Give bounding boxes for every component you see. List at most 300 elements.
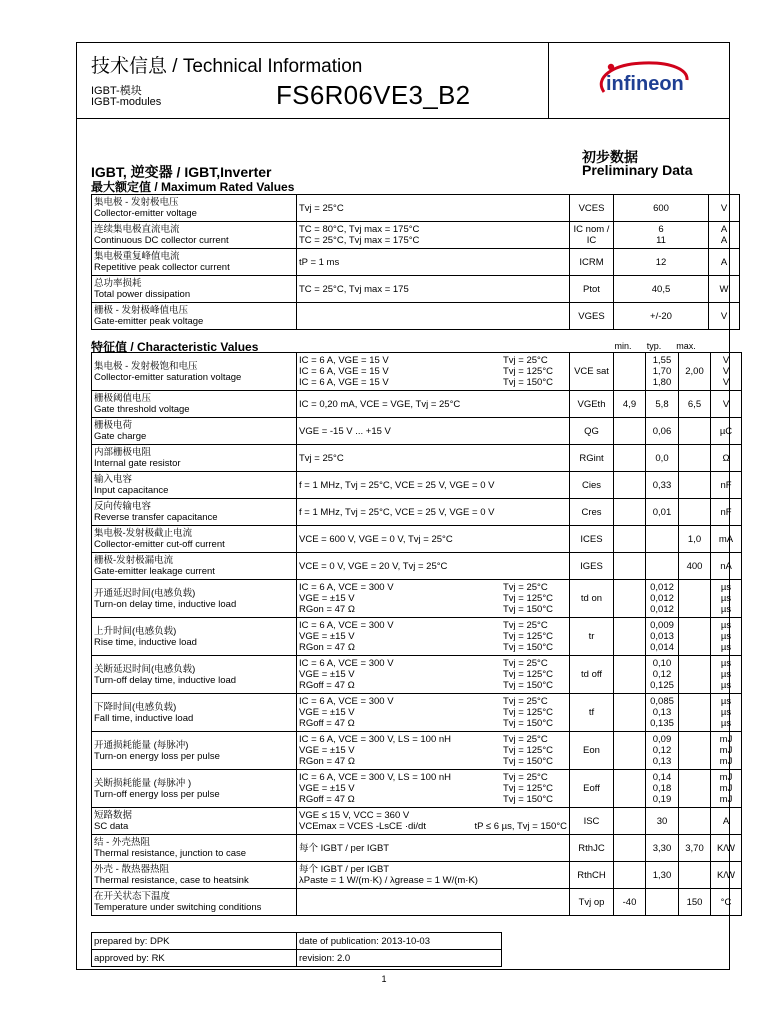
condition-temp: Tvj = 150°C [503,794,554,805]
condition-cell [297,249,570,276]
max-cell [679,472,711,499]
unit-cell [711,445,742,472]
min-line: 4,9 [622,398,637,410]
min-cell [614,808,646,835]
condition-line [299,582,567,593]
header-vertical-divider [548,42,549,118]
characteristic-row [92,835,742,862]
characteristic-row [92,732,742,770]
max-cell [679,445,711,472]
condition-line [299,480,567,491]
typ-line: 0,012 [650,604,674,615]
condition-temp: Tvj = 25°C [503,620,548,631]
typ-line: 30 [656,815,668,827]
typ-line: 0,12 [652,669,672,680]
condition-text: IC = 6 A, VGE = 15 V [299,377,389,388]
typ-line: 0,014 [650,642,674,653]
condition-text: IC = 6 A, VCE = 300 V, LS = 100 nH [299,772,452,783]
unit-cell [711,889,742,916]
min-cell [614,835,646,862]
symbol-cell: Cies [570,472,614,499]
preliminary-en: Preliminary Data [582,162,693,178]
symbol-cell: td off [570,656,614,694]
condition-line [299,734,567,745]
unit-cell [711,418,742,445]
param-name-en: Gate threshold voltage [94,404,190,415]
prepared-by: prepared by: DPK [92,933,297,950]
typ-cell [646,732,679,770]
unit-line: mJ [719,734,733,745]
max-line: 6,5 [687,398,702,410]
module-type-en: IGBT-modules [91,96,162,108]
condition-temp: Tvj = 25°C [503,772,548,783]
condition-temp [503,534,567,545]
condition-temp: Tvj = 150°C [503,642,554,653]
condition-temp [503,480,567,491]
condition-text: IC = 6 A, VGE = 15 V [299,366,389,377]
param-name-cell [92,618,297,656]
min-cell [614,391,646,418]
typ-line: 3,30 [652,842,672,854]
param-name-cell [92,835,297,862]
condition-line [299,821,567,832]
characteristic-row [92,553,742,580]
unit-line: µs [720,658,732,669]
condition-text: RGon = 47 Ω [299,756,355,767]
typ-cell [646,694,679,732]
condition-line [299,864,567,875]
condition-temp: Tvj = 25°C [503,658,548,669]
condition-text: VGE = -15 V ... +15 V [299,425,391,437]
unit-line: µs [720,707,732,718]
condition-line [299,399,567,410]
unit-cell [711,862,742,889]
condition-line [299,534,567,545]
unit-cell [711,770,742,808]
param-name-cn: 结 - 外壳热阻 [94,837,150,848]
unit-cell [711,808,742,835]
unit-cell [711,353,742,391]
unit-cell [711,553,742,580]
typ-cell [646,499,679,526]
condition-text: RGon = 47 Ω [299,642,355,653]
param-name-en: Repetitive peak collector current [94,262,230,273]
symbol-cell: Tvj op [570,889,614,916]
param-name-cn: 栅极电荷 [94,420,133,431]
param-name-cn: 集电极重复峰值电流 [94,251,180,262]
value-cell [614,276,709,303]
min-cell [614,656,646,694]
param-name-en: Gate-emitter leakage current [94,566,215,577]
param-name-cn: 关断延迟时间(电感负载) [94,663,196,675]
typ-line: 0,12 [652,745,672,756]
max-cell [679,835,711,862]
condition-temp: Tvj = 125°C [503,631,554,642]
max-rating-row [92,249,740,276]
param-name-en: Continuous DC collector current [94,235,229,246]
symbol-cell: Ptot [570,276,614,303]
max-cell [679,391,711,418]
unit-cell [709,195,740,222]
unit-line: µs [720,696,732,707]
condition-text: 每个 IGBT / per IGBT [299,864,390,875]
symbol-cell: VGES [570,303,614,330]
characteristic-row [92,472,742,499]
condition-cell [297,303,570,330]
param-name-cell [92,770,297,808]
col-max-header: max. [676,341,696,351]
value-line: 11 [656,235,666,246]
condition-line [299,745,567,756]
typ-line: 0,01 [652,506,672,518]
unit-line: mJ [719,756,733,767]
unit-cell [711,526,742,553]
value-cell [614,222,709,249]
typ-line: 0,14 [652,772,672,783]
max-cell [679,526,711,553]
condition-line [299,843,567,854]
unit-line: A [720,224,728,235]
characteristic-row [92,889,742,916]
condition-cell [297,353,570,391]
header-divider [76,118,730,119]
symbol-cell: Eoff [570,770,614,808]
param-name-en: Turn-off energy loss per pulse [94,788,220,800]
module-type-cn: IGBT-模块 [91,85,142,97]
condition-text: VGE = ±15 V [299,745,355,756]
symbol-cell: QG [570,418,614,445]
value-line: 40,5 [651,283,671,295]
unit-line: nF [720,479,732,491]
condition-line [299,620,567,631]
max-cell [679,770,711,808]
unit-line: mA [718,533,734,545]
param-name-cell [92,580,297,618]
value-cell [614,303,709,330]
condition-cell [297,808,570,835]
unit-line: mJ [719,783,733,794]
typ-line: 0,085 [650,696,674,707]
min-cell [614,889,646,916]
param-name-cell [92,303,297,330]
characteristic-row [92,862,742,889]
condition-text: RGoff = 47 Ω [299,794,355,805]
typ-cell [646,808,679,835]
condition-line [299,875,567,886]
condition-cell [297,553,570,580]
condition-temp [503,561,567,572]
typ-cell [646,889,679,916]
param-name-en: Collector-emitter cut-off current [94,539,225,550]
typ-line: 5,8 [655,398,669,410]
condition-temp: Tvj = 150°C [503,680,554,691]
condition-temp [503,875,567,886]
max-rating-row [92,222,740,249]
param-name-en: Thermal resistance, junction to case [94,848,247,859]
unit-cell [711,656,742,694]
param-name-en: Turn-off delay time, inductive load [94,674,237,686]
param-name-cn: 短路数据 [94,810,133,821]
unit-cell [709,303,740,330]
condition-line [299,772,567,783]
unit-cell [709,222,740,249]
min-cell [614,472,646,499]
param-name-cell [92,222,297,249]
param-name-cn: 外壳 - 散热器热阻 [94,864,169,875]
unit-cell [711,580,742,618]
param-name-cell [92,808,297,835]
unit-line: V [722,366,730,377]
typ-cell [646,618,679,656]
characteristic-row [92,391,742,418]
param-name-cn: 开通损耗能量 (每脉冲) [94,739,189,751]
characteristic-row [92,808,742,835]
symbol-cell: RthJC [570,835,614,862]
max-line: 400 [686,560,703,572]
condition-line [299,355,567,366]
min-cell [614,732,646,770]
param-name-cn: 连续集电极直流电流 [94,224,180,235]
condition-cell [297,276,570,303]
condition-text: RGoff = 47 Ω [299,680,355,691]
condition-text: IC = 6 A, VGE = 15 V [299,355,389,366]
unit-cell [711,391,742,418]
condition-temp: Tvj = 125°C [503,745,554,756]
param-name-cell [92,656,297,694]
unit-line: nF [720,506,732,518]
condition-text: VCE = 600 V, VGE = 0 V, Tvj = 25°C [299,533,453,545]
condition-line [299,658,567,669]
condition-text: 每个 IGBT / per IGBT [299,842,390,854]
condition-temp: Tvj = 125°C [503,366,554,377]
min-cell [614,862,646,889]
unit-line: µs [720,669,732,680]
unit-line: W [719,283,729,295]
value-line: 6 [658,224,664,235]
condition-temp: Tvj = 125°C [503,707,554,718]
min-cell [614,580,646,618]
typ-line: 0,13 [652,707,672,718]
condition-line: TC = 25°C, Tvj max = 175 [299,283,409,295]
condition-text: λPaste = 1 W/(m·K) / λgrease = 1 W/(m·K) [299,875,478,886]
condition-temp [503,843,567,854]
symbol-cell: IGES [570,553,614,580]
unit-line: µs [720,680,732,691]
min-cell [614,526,646,553]
symbol-cell: Eon [570,732,614,770]
typ-line: 1,70 [652,366,672,377]
condition-text: VGE = ±15 V [299,707,355,718]
condition-cell [297,889,570,916]
param-name-cell [92,732,297,770]
condition-line: TC = 25°C, Tvj max = 175°C [299,235,420,246]
value-line: 600 [653,202,669,214]
unit-line: µC [719,425,733,437]
condition-temp: Tvj = 125°C [503,783,554,794]
max-cell [679,694,711,732]
param-name-en: Internal gate resistor [94,458,181,469]
symbol-cell: tr [570,618,614,656]
symbol-cell: ICRM [570,249,614,276]
typ-line: 0,013 [650,631,674,642]
unit-line: A [722,815,730,827]
typ-line: 0,012 [650,593,674,604]
condition-line [299,453,567,464]
condition-line [299,707,567,718]
param-name-cn: 开通延迟时间(电感负载) [94,587,196,599]
param-name-en: Rise time, inductive load [94,636,197,648]
characteristic-row [92,353,742,391]
min-cell [614,618,646,656]
typ-cell [646,472,679,499]
unit-line: nA [720,560,732,572]
typ-line: 0,09 [652,734,672,745]
unit-line: Ω [722,452,730,464]
condition-temp [503,426,567,437]
condition-line: TC = 80°C, Tvj max = 175°C [299,224,420,235]
param-name-cn: 上升时间(电感负载) [94,625,177,637]
symbol-cell: RGint [570,445,614,472]
condition-temp: Tvj = 150°C [503,756,554,767]
param-name-en: Fall time, inductive load [94,712,194,724]
unit-line: V [720,310,728,322]
condition-text: f = 1 MHz, Tvj = 25°C, VCE = 25 V, VGE = 0 V [299,479,495,491]
unit-line: V [722,398,730,410]
condition-cell [297,580,570,618]
unit-line: µs [720,604,732,615]
min-cell [614,353,646,391]
symbol-cell: IC nom / IC [570,222,614,249]
max-cell [679,808,711,835]
condition-text: IC = 6 A, VCE = 300 V [299,696,394,707]
condition-temp [503,864,567,875]
condition-text: IC = 0,20 mA, VCE = VGE, Tvj = 25°C [299,398,461,410]
section-max-rated: 最大额定值 / Maximum Rated Values [91,180,295,194]
param-name-cell [92,249,297,276]
condition-temp: Tvj = 150°C [503,718,554,729]
condition-text: VCEmax = VCES -LsCE ·di/dt [299,821,426,832]
typ-cell [646,770,679,808]
characteristic-row [92,418,742,445]
characteristic-row [92,499,742,526]
max-line: 3,70 [685,842,704,854]
unit-line: K/W [717,842,735,854]
max-line: 150 [686,896,703,908]
condition-temp [503,399,567,410]
unit-cell [711,732,742,770]
condition-cell [297,472,570,499]
condition-cell [297,732,570,770]
param-name-cn: 关断损耗能量 (每脉冲 ) [94,777,192,789]
param-name-cell [92,418,297,445]
condition-line [299,426,567,437]
param-name-en: Turn-on energy loss per pulse [94,750,220,762]
param-name-en: Collector-emitter saturation voltage [94,371,242,383]
condition-text: IC = 6 A, VCE = 300 V [299,658,394,669]
param-name-cn: 下降时间(电感负载) [94,701,177,713]
characteristics-table [91,352,742,916]
unit-line: V [720,202,728,214]
condition-text: RGon = 47 Ω [299,604,355,615]
param-name-cell [92,526,297,553]
typ-cell [646,418,679,445]
param-name-en: Input capacitance [94,485,169,496]
condition-line [299,810,567,821]
param-name-cn: 反向传输电容 [94,501,152,512]
unit-cell [711,835,742,862]
unit-line: µs [720,642,732,653]
param-name-en: Reverse transfer capacitance [94,512,218,523]
col-min-header: min. [614,341,632,351]
unit-cell [709,249,740,276]
min-cell [614,499,646,526]
condition-line [299,696,567,707]
condition-temp: Tvj = 150°C [503,377,554,388]
characteristic-row [92,694,742,732]
typ-line: 1,55 [652,355,672,366]
condition-cell [297,862,570,889]
typ-cell [646,835,679,862]
symbol-cell: ICES [570,526,614,553]
unit-line: mJ [719,745,733,756]
condition-text: IC = 6 A, VCE = 300 V, LS = 100 nH [299,734,452,745]
infineon-logo [590,58,694,106]
typ-line: 0,012 [650,582,674,593]
condition-temp [503,453,567,464]
condition-cell [297,694,570,732]
max-cell [679,862,711,889]
max-cell [679,889,711,916]
value-cell [614,249,709,276]
unit-cell [711,499,742,526]
condition-line [299,366,567,377]
param-name-en: Temperature under switching conditions [94,902,262,913]
unit-line: V [722,377,730,388]
unit-line: mJ [719,794,733,805]
characteristic-row [92,580,742,618]
condition-text: VGE = ±15 V [299,783,355,794]
condition-temp [503,810,567,821]
preliminary-cn: 初步数据 [582,149,638,165]
symbol-cell: VGEth [570,391,614,418]
typ-cell [646,656,679,694]
unit-line: µs [720,718,732,729]
condition-temp: Tvj = 125°C [503,593,554,604]
svg-text:infineon: infineon [606,73,684,95]
param-name-en: SC data [94,821,129,832]
param-name-cell [92,472,297,499]
typ-cell [646,553,679,580]
max-cell [679,656,711,694]
condition-cell [297,770,570,808]
condition-text: f = 1 MHz, Tvj = 25°C, VCE = 25 V, VGE = 0 V [299,506,495,518]
condition-text: IC = 6 A, VCE = 300 V [299,620,394,631]
condition-cell [297,618,570,656]
typ-line: 0,125 [650,680,674,691]
param-name-cn: 栅极-发射极漏电流 [94,555,174,566]
condition-line [299,794,567,805]
condition-text: VGE = ±15 V [299,593,355,604]
condition-cell [297,418,570,445]
max-cell [679,353,711,391]
max-rating-row [92,276,740,303]
param-name-cell [92,276,297,303]
symbol-cell: VCE sat [570,353,614,391]
param-name-cell [92,862,297,889]
max-cell [679,553,711,580]
value-cell [614,195,709,222]
typ-line: 0,18 [652,783,672,794]
